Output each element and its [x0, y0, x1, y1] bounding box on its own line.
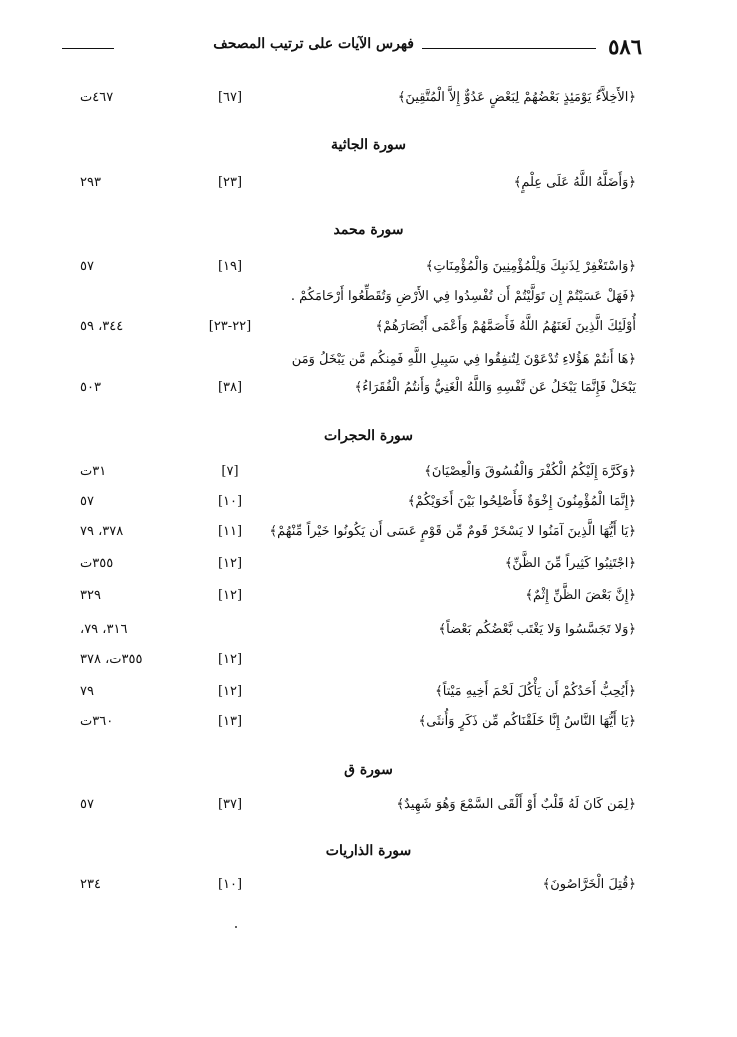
ayah-number: [١٩] — [217, 259, 243, 274]
ayah-text: ﴿فَهَلْ عَسَيْتُمْ إِن تَوَلَّيْتُمْ أَن تُفْسِدُوا فِي الأَرْضِ وَتُقَطِّعُوا أَرْحَامَكُمْ . — [290, 289, 636, 304]
header-title: فهرس الآيات على ترتيب المصحف — [213, 36, 414, 52]
page-number: ٥٨٦ — [608, 34, 642, 59]
index-entry — [80, 90, 636, 118]
surah-heading: سورة الحجرات — [324, 428, 413, 444]
ayah-text: يَبْخَلْ فَإِنَّمَا يَبْخَلُ عَن نَّفْسِهِ وَاللَّهُ الْغَنِيُّ وَأَنتُمُ الْفُقَرَاءُ﴾ — [354, 380, 636, 395]
ayah-text: ﴿وَأَضَلَّهُ اللَّهُ عَلَى عِلْمٍ﴾ — [513, 175, 636, 190]
ayah-number: [٢٣] — [217, 175, 243, 190]
ayah-text: ﴿وَلا تَجَسَّسُوا وَلا يَغْتَب بَّعْضُكُم بَعْضاً﴾ — [438, 622, 636, 637]
page-references: ٣١ت — [80, 464, 107, 479]
index-entry — [80, 524, 636, 552]
ayah-text: ﴿وَاسْتَغْفِرْ لِذَنبِكَ وَلِلْمُؤْمِنِينَ وَالْمُؤْمِنَاتِ﴾ — [425, 259, 636, 274]
header-rule-left — [62, 48, 114, 49]
ayah-text: ﴿يَا أَيُّهَا النَّاسُ إِنَّا خَلَقْنَاكُم مِّن ذَكَرٍ وَأُنثَى﴾ — [418, 714, 636, 729]
index-entry — [80, 464, 636, 492]
ayah-number: [١٣] — [217, 714, 243, 729]
index-entry — [80, 380, 636, 408]
ayah-text: ﴿الأَخِلاَّءُ يَوْمَئِذٍ بَعْضُهُمْ لِبَعْضٍ عَدُوٌّ إِلاَّ الْمُتَّقِينَ﴾ — [397, 90, 636, 105]
page-references: ٢٣٤ — [80, 877, 101, 892]
ayah-text: ﴿يَا أَيُّهَا الَّذِينَ آمَنُوا لا يَسْخَرْ قَومٌ مِّن قَوْمٍ عَسَى أَن يَكُونُوا خَيْراً مِّنْهُمْ﴾ — [269, 524, 636, 539]
ayah-text: ﴿اجْتَنِبُوا كَثِيراً مِّنَ الظَّنِّ﴾ — [504, 556, 636, 571]
index-entry — [80, 714, 636, 742]
stray-dot — [235, 926, 237, 928]
index-entry — [80, 652, 636, 680]
ayah-number: [١٠] — [217, 877, 243, 892]
index-entry — [80, 319, 636, 347]
ayah-number: [١٢] — [217, 652, 243, 667]
index-entry — [80, 622, 636, 650]
ayah-text: ﴿إِنَّمَا الْمُؤْمِنُونَ إِخْوَةٌ فَأَصْلِحُوا بَيْنَ أَخَوَيْكُمْ﴾ — [407, 494, 636, 509]
surah-heading: سورة ق — [344, 762, 393, 778]
ayah-text: ﴿إِنَّ بَعْضَ الظَّنِّ إِثْمٌ﴾ — [525, 588, 636, 603]
ayah-number: [٦٧] — [217, 90, 243, 105]
ayah-text: ﴿قُتِلَ الْخَرَّاصُونَ﴾ — [542, 877, 636, 892]
page-references: ٥٧ — [80, 797, 94, 812]
page-references: ٣٥٥ت، ٣٧٨ — [80, 652, 143, 667]
index-entry — [80, 352, 636, 380]
surah-heading: سورة محمد — [333, 222, 404, 238]
ayah-number: [١٠] — [217, 494, 243, 509]
ayah-number: [٧] — [221, 464, 239, 479]
index-entry — [80, 259, 636, 287]
surah-heading: سورة الجاثية — [330, 137, 407, 153]
ayah-number: [١٢] — [217, 588, 243, 603]
page-header — [62, 34, 642, 64]
page-references: ٥٧ — [80, 494, 94, 509]
page-references: ٥٠٣ — [80, 380, 101, 395]
ayah-text: ﴿وَكَرَّهَ إِلَيْكُمُ الْكُفْرَ وَالْفُسُوقَ وَالْعِصْيَانَ﴾ — [424, 464, 636, 479]
ayah-number: [١٢] — [217, 684, 243, 699]
index-entry — [80, 684, 636, 712]
ayah-number: [٣٧] — [217, 797, 243, 812]
page-references: ٥٧ — [80, 259, 94, 274]
ayah-number: [٢٢-٢٣] — [208, 319, 252, 334]
index-entry — [80, 588, 636, 616]
page-references: ٣٦٠ت — [80, 714, 114, 729]
index-entry — [80, 556, 636, 584]
ayah-text: ﴿هَا أَنتُمْ هَؤُلاءِ تُدْعَوْنَ لِتُنفِقُوا فِي سَبِيلِ اللَّهِ فَمِنكُم مَّن يَبْخَلُ وَمَن — [291, 352, 636, 367]
index-entry — [80, 175, 636, 203]
page-references: ٣٧٨، ٧٩ — [80, 524, 124, 539]
page-references: ٣٤٤، ٥٩ — [80, 319, 124, 334]
ayah-number: [٣٨] — [217, 380, 243, 395]
page-references: ٣٢٩ — [80, 588, 101, 603]
page-references: ٧٩ — [80, 684, 94, 699]
index-entry — [80, 797, 636, 825]
page-references: ٢٩٣ — [80, 175, 101, 190]
surah-heading: سورة الذاريات — [325, 843, 412, 859]
ayah-number: [١١] — [217, 524, 243, 539]
page-references: ٣١٦، ٧٩، — [80, 622, 128, 637]
ayah-number: [١٢] — [217, 556, 243, 571]
ayah-text: ﴿أَيُحِبُّ أَحَدُكُمْ أَن يَأْكُلَ لَحْمَ أَخِيهِ مَيْتاً﴾ — [435, 684, 636, 699]
page-references: ٣٥٥ت — [80, 556, 114, 571]
page-references: ٤٦٧ت — [80, 90, 114, 105]
ayah-text: ﴿لِمَن كَانَ لَهُ قَلْبٌ أَوْ أَلْقَى السَّمْعَ وَهُوَ شَهِيدٌ﴾ — [396, 797, 636, 812]
index-entry — [80, 289, 636, 317]
ayah-text: أُوْلَئِكَ الَّذِينَ لَعَنَهُمُ اللَّهُ فَأَصَمَّهُمْ وَأَعْمَى أَبْصَارَهُمْ﴾ — [375, 319, 636, 334]
index-entry — [80, 494, 636, 522]
header-rule-right — [422, 48, 596, 49]
index-entry — [80, 877, 636, 905]
